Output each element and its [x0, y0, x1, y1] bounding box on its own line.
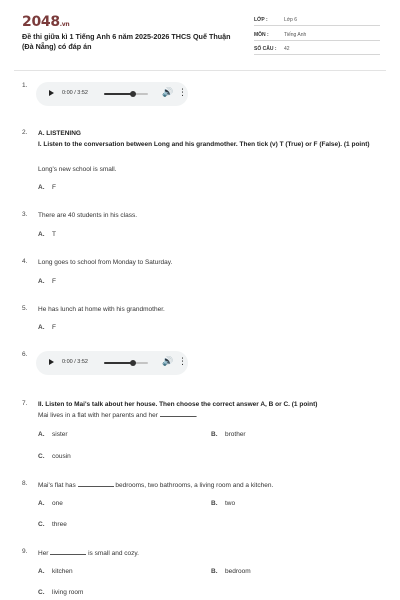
option-text: one	[52, 500, 63, 507]
option-text: brother	[225, 431, 246, 438]
option-letter: A.	[38, 184, 45, 191]
logo-text: 2048	[22, 14, 60, 30]
audio-seek-handle[interactable]	[130, 91, 136, 97]
audio-seek-handle[interactable]	[130, 360, 136, 366]
audio-player[interactable]	[36, 82, 188, 106]
question-stem	[38, 480, 273, 490]
audio-progress-track[interactable]	[104, 93, 148, 95]
question-number: 6.	[22, 351, 28, 358]
audio-time: 0:00 / 3:52	[62, 90, 88, 96]
page-title: Đề thi giữa kì 1 Tiếng Anh 6 năm 2025-2026 THCS Quế Thuận (Đà Nẵng) có đáp án	[22, 32, 231, 51]
answer-option[interactable]	[211, 431, 246, 438]
play-icon[interactable]	[49, 359, 54, 365]
option-text: F	[52, 278, 56, 285]
option-text: two	[225, 500, 236, 507]
option-letter: B.	[211, 500, 218, 507]
option-letter: C.	[38, 521, 45, 528]
section-instruction: I. Listen to the conversation between Long and his grandmother. Then tick (v) T (True) or F (False). (1 point)	[38, 141, 370, 148]
section-title: A. LISTENING	[38, 130, 81, 137]
question-number: 5.	[22, 305, 28, 312]
audio-progress-fill	[104, 93, 132, 95]
stem-after: is small and cozy.	[88, 550, 139, 557]
option-letter: B.	[211, 431, 218, 438]
answer-option[interactable]	[38, 589, 83, 596]
answer-option[interactable]	[38, 500, 63, 507]
question-stem	[38, 548, 139, 558]
option-text: F	[52, 184, 56, 191]
audio-time: 0:00 / 3:52	[62, 359, 88, 365]
volume-icon[interactable]: 🔊	[162, 357, 174, 367]
answer-option[interactable]	[38, 231, 56, 238]
option-text: bedroom	[225, 568, 251, 575]
option-text: living room	[52, 589, 84, 596]
stem-before: Her	[38, 550, 49, 557]
stem-after: .	[195, 412, 198, 419]
answer-blank	[50, 548, 86, 555]
option-text: F	[52, 324, 56, 331]
option-letter: A.	[38, 231, 45, 238]
stem-before: Mai lives in a flat with her parents and her	[38, 412, 158, 419]
option-letter: A.	[38, 324, 45, 331]
meta-row-class	[254, 14, 380, 26]
question-number: 9.	[22, 548, 28, 555]
answer-option[interactable]	[38, 324, 56, 331]
audio-player[interactable]	[36, 351, 188, 375]
more-vert-icon[interactable]: ⋮	[178, 88, 187, 98]
meta-value: 42	[284, 46, 290, 52]
option-text: kitchen	[52, 568, 73, 575]
question-statement: There are 40 students in his class.	[38, 212, 137, 219]
question-statement: Long's new school is small.	[38, 166, 117, 173]
meta-row-count	[254, 43, 380, 55]
more-vert-icon[interactable]: ⋮	[178, 357, 187, 367]
audio-progress-fill	[104, 362, 132, 364]
option-letter: A.	[38, 568, 45, 575]
question-stem	[38, 410, 198, 420]
meta-key: LỚP :	[254, 17, 268, 23]
option-text: three	[52, 521, 67, 528]
answer-option[interactable]	[211, 500, 235, 507]
option-letter: C.	[38, 589, 45, 596]
audio-progress-track[interactable]	[104, 362, 148, 364]
question-number: 8.	[22, 480, 28, 487]
section-instruction: II. Listen to Mai's talk about her house. Then choose the correct answer A, B or C. (1 point)	[38, 401, 318, 408]
answer-blank	[160, 410, 196, 417]
meta-row-subject	[254, 29, 380, 41]
answer-option[interactable]	[38, 453, 71, 460]
page-header	[0, 0, 400, 70]
logo-suffix: .vn	[59, 21, 70, 28]
meta-value: Tiếng Anh	[284, 32, 307, 38]
meta-key: SỐ CÂU :	[254, 46, 277, 52]
answer-option[interactable]	[38, 568, 73, 575]
site-logo[interactable]	[22, 14, 69, 30]
option-text: T	[52, 231, 56, 238]
stem-after: bedrooms, two bathrooms, a living room and a kitchen.	[115, 482, 274, 489]
question-number: 4.	[22, 258, 28, 265]
option-letter: A.	[38, 278, 45, 285]
header-divider	[14, 70, 386, 71]
question-number: 1.	[22, 82, 28, 89]
answer-option[interactable]	[38, 521, 67, 528]
meta-key: MÔN :	[254, 32, 269, 38]
answer-option[interactable]	[38, 184, 56, 191]
stem-before: Mai's flat has	[38, 482, 76, 489]
option-letter: A.	[38, 431, 45, 438]
option-letter: C.	[38, 453, 45, 460]
play-icon[interactable]	[49, 90, 54, 96]
option-letter: A.	[38, 500, 45, 507]
option-text: sister	[52, 431, 68, 438]
option-letter: B.	[211, 568, 218, 575]
meta-value: Lớp 6	[284, 17, 298, 23]
answer-option[interactable]	[211, 568, 251, 575]
question-statement: He has lunch at home with his grandmother.	[38, 306, 165, 313]
answer-option[interactable]	[38, 278, 56, 285]
question-number: 3.	[22, 211, 28, 218]
question-number: 7.	[22, 400, 28, 407]
volume-icon[interactable]: 🔊	[162, 88, 174, 98]
answer-blank	[78, 480, 114, 487]
question-statement: Long goes to school from Monday to Saturday.	[38, 259, 173, 266]
question-number: 2.	[22, 129, 28, 136]
answer-option[interactable]	[38, 431, 68, 438]
option-text: cousin	[52, 453, 71, 460]
